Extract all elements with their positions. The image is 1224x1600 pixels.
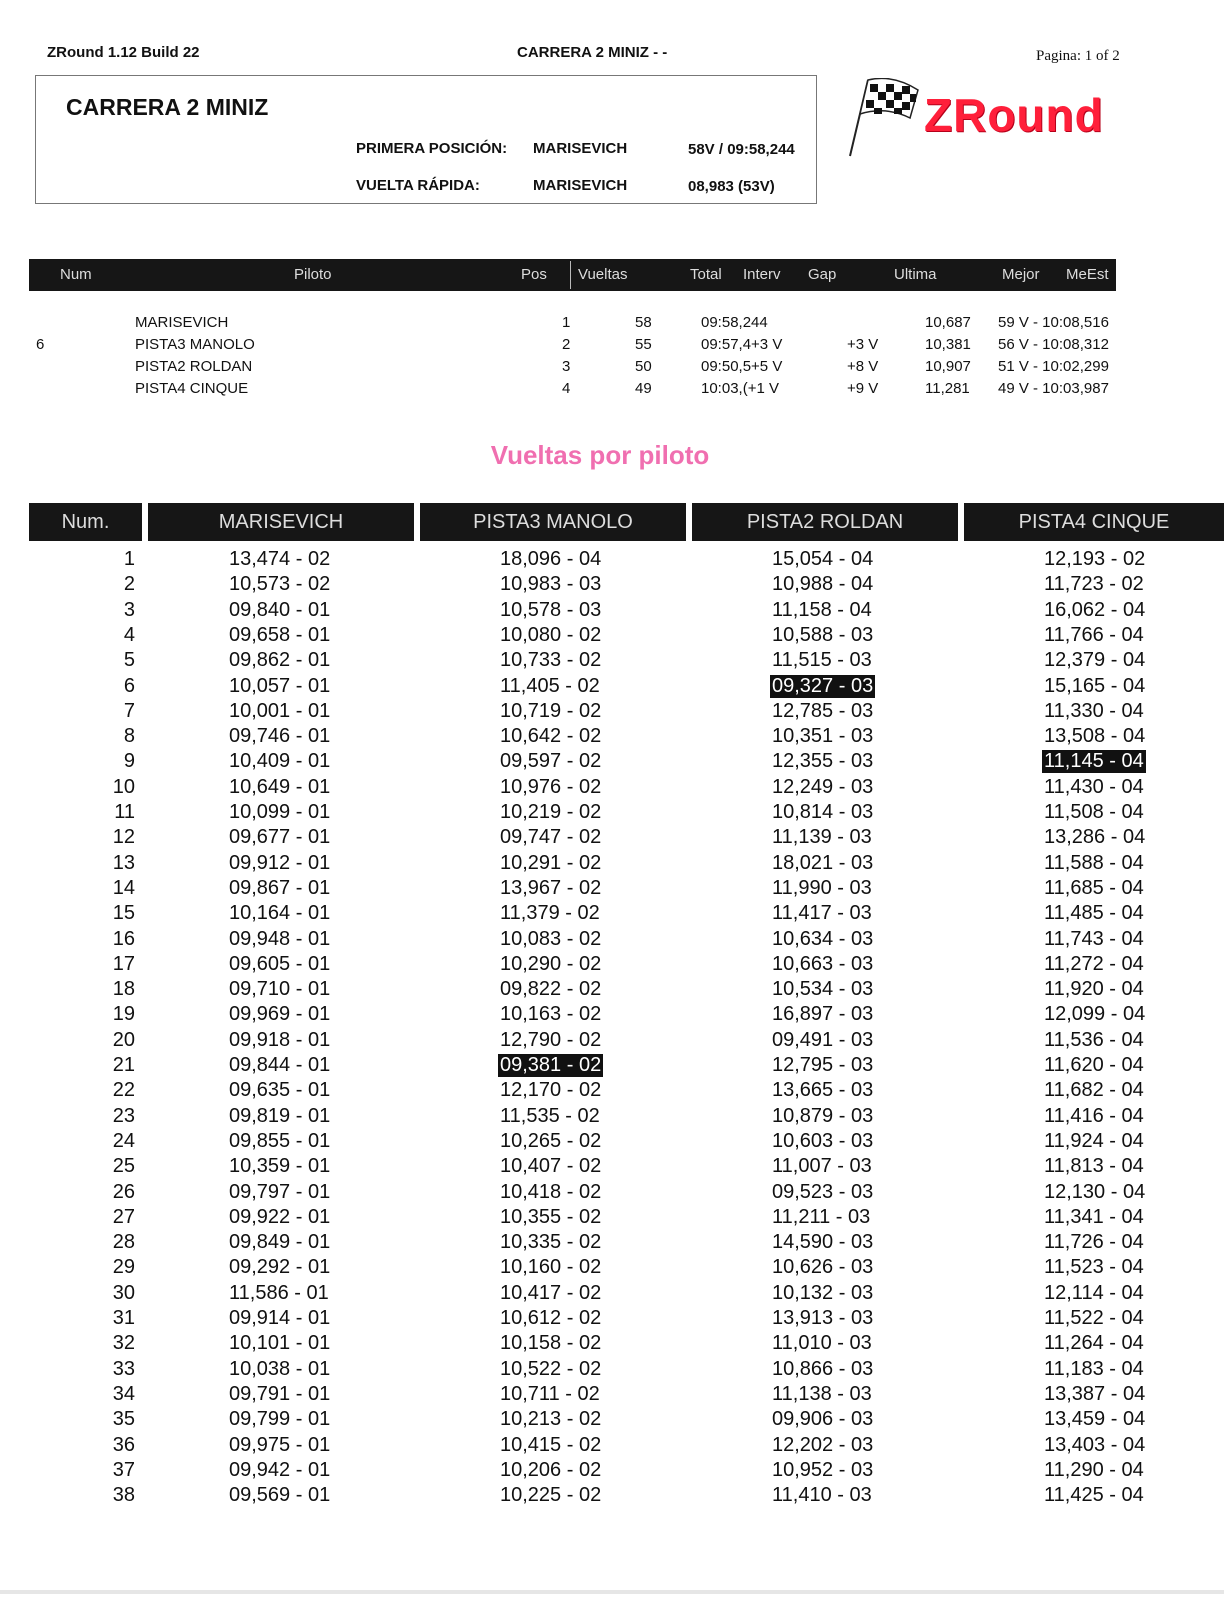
lap-row — [0, 877, 1224, 902]
lap-row — [0, 1130, 1224, 1155]
lap-time: 09,797 - 01 — [229, 1181, 331, 1203]
lap-time: 10,290 - 02 — [500, 953, 602, 975]
lap-time: 18,021 - 03 — [772, 852, 874, 874]
lap-row — [0, 1029, 1224, 1054]
lap-row — [0, 1282, 1224, 1307]
lap-time: 11,990 - 03 — [772, 877, 872, 899]
app-version: ZRound 1.12 Build 22 — [47, 44, 200, 61]
fast-lap-label: VUELTA RÁPIDA: — [356, 177, 480, 194]
lap-time: 09,906 - 03 — [772, 1408, 874, 1430]
result-laps: 55 — [635, 336, 652, 353]
result-num: 6 — [36, 336, 45, 353]
lap-time: 09,292 - 01 — [229, 1256, 331, 1278]
lap-number: 8 — [123, 725, 135, 747]
lap-row — [0, 573, 1224, 598]
lap-time: 12,355 - 03 — [772, 750, 874, 772]
lap-time: 10,158 - 02 — [500, 1332, 602, 1354]
lap-number: 37 — [112, 1459, 135, 1481]
lap-row — [0, 1079, 1224, 1104]
lap-time: 09,523 - 03 — [772, 1181, 874, 1203]
lap-row — [0, 548, 1224, 573]
lap-time: 10,225 - 02 — [500, 1484, 602, 1506]
lap-time: 10,952 - 03 — [772, 1459, 874, 1481]
results-header — [29, 259, 1116, 291]
lap-row — [0, 1181, 1224, 1206]
lap-row — [0, 826, 1224, 851]
lap-time: 10,976 - 02 — [500, 776, 602, 798]
lap-time: 09,969 - 01 — [229, 1003, 331, 1025]
lap-time: 11,588 - 04 — [1044, 852, 1144, 874]
lap-number: 20 — [112, 1029, 135, 1051]
page-bottom-edge — [0, 1590, 1224, 1594]
result-last: 10,907 — [925, 358, 971, 375]
col-gap: Gap — [808, 266, 837, 283]
lap-time: 11,139 - 03 — [772, 826, 872, 848]
lap-time: 09,914 - 01 — [229, 1307, 331, 1329]
lap-time: 12,379 - 04 — [1044, 649, 1146, 671]
laps-col-num: Num. — [29, 503, 142, 541]
col-last: Ultima — [894, 266, 937, 283]
lap-time: 13,387 - 04 — [1044, 1383, 1146, 1405]
lap-time: 11,535 - 02 — [500, 1105, 600, 1127]
lap-time: 10,634 - 03 — [772, 928, 874, 950]
lap-time: 09,819 - 01 — [229, 1105, 331, 1127]
lap-row — [0, 1003, 1224, 1028]
lap-time: 10,663 - 03 — [772, 953, 874, 975]
result-last: 11,281 — [925, 380, 970, 397]
lap-number: 18 — [112, 978, 135, 1000]
lap-time: 13,913 - 03 — [772, 1307, 874, 1329]
col-num: Num — [60, 266, 92, 283]
lap-time: 13,508 - 04 — [1044, 725, 1146, 747]
lap-time: 10,733 - 02 — [500, 649, 602, 671]
logo-text: ZRound — [924, 89, 1104, 141]
lap-time: 09,855 - 01 — [229, 1130, 331, 1152]
lap-time: 12,170 - 02 — [500, 1079, 602, 1101]
lap-time: 10,001 - 01 — [229, 700, 331, 722]
result-laps: 58 — [635, 314, 652, 331]
lap-time: 10,866 - 03 — [772, 1358, 874, 1380]
lap-time: 11,379 - 02 — [500, 902, 600, 924]
lap-number: 26 — [112, 1181, 135, 1203]
lap-number: 3 — [123, 599, 135, 621]
lap-time: 11,405 - 02 — [500, 675, 600, 697]
lap-time: 13,665 - 03 — [772, 1079, 874, 1101]
race-summary-box — [35, 75, 817, 204]
lap-number: 33 — [112, 1358, 135, 1380]
lap-time: 11,290 - 04 — [1044, 1459, 1144, 1481]
first-position-label: PRIMERA POSICIÓN: — [356, 140, 508, 157]
col-pos: Pos — [521, 266, 547, 283]
result-pilot: PISTA3 MANOLO — [135, 336, 255, 353]
lap-time: 13,967 - 02 — [500, 877, 602, 899]
lap-time: 10,355 - 02 — [500, 1206, 602, 1228]
lap-row — [0, 1408, 1224, 1433]
lap-time: 13,403 - 04 — [1044, 1434, 1146, 1456]
lap-time: 18,096 - 04 — [500, 548, 602, 570]
result-best: 59 V - 10:08,516 — [998, 314, 1109, 331]
lap-time: 11,924 - 04 — [1044, 1130, 1144, 1152]
lap-time: 11,723 - 02 — [1044, 573, 1144, 595]
lap-time: 10,132 - 03 — [772, 1282, 874, 1304]
lap-time: 09,635 - 01 — [229, 1079, 331, 1101]
lap-time: 10,407 - 02 — [500, 1155, 602, 1177]
lap-time: 11,416 - 04 — [1044, 1105, 1144, 1127]
best-lap-time: 09,381 - 02 — [500, 1054, 602, 1076]
lap-row — [0, 1155, 1224, 1180]
first-position-value: 58V / 09:58,244 — [688, 141, 795, 158]
lap-time: 10,101 - 01 — [229, 1332, 331, 1354]
zround-logo — [848, 78, 1148, 158]
lap-time: 10,642 - 02 — [500, 725, 602, 747]
lap-number: 12 — [112, 826, 135, 848]
lap-number: 23 — [112, 1105, 135, 1127]
lap-row — [0, 624, 1224, 649]
lap-time: 09,975 - 01 — [229, 1434, 331, 1456]
fast-lap-name: MARISEVICH — [533, 177, 628, 194]
lap-time: 10,711 - 02 — [500, 1383, 600, 1405]
lap-time: 10,534 - 03 — [772, 978, 874, 1000]
lap-time: 09,912 - 01 — [229, 852, 331, 874]
result-row — [0, 380, 1224, 402]
lap-time: 11,341 - 04 — [1044, 1206, 1144, 1228]
lap-time: 11,766 - 04 — [1044, 624, 1144, 646]
lap-row — [0, 750, 1224, 775]
lap-time: 11,743 - 04 — [1044, 928, 1144, 950]
col-total: Total — [690, 266, 722, 283]
laps-col-cinque: PISTA4 CINQUE — [964, 503, 1224, 541]
lap-time: 12,795 - 03 — [772, 1054, 874, 1076]
lap-time: 09,569 - 01 — [229, 1484, 331, 1506]
page-number: Pagina: 1 of 2 — [1036, 48, 1120, 64]
lap-row — [0, 953, 1224, 978]
lap-number: 25 — [112, 1155, 135, 1177]
lap-number: 32 — [112, 1332, 135, 1354]
laps-col-marisevich: MARISEVICH — [148, 503, 414, 541]
lap-time: 09,605 - 01 — [229, 953, 331, 975]
lap-number: 21 — [112, 1054, 135, 1076]
lap-time: 10,814 - 03 — [772, 801, 874, 823]
lap-time: 13,459 - 04 — [1044, 1408, 1146, 1430]
race-header: CARRERA 2 MINIZ - - — [517, 44, 668, 61]
lap-number: 5 — [123, 649, 135, 671]
lap-time: 11,410 - 03 — [772, 1484, 872, 1506]
lap-number: 28 — [112, 1231, 135, 1253]
lap-row — [0, 1256, 1224, 1281]
lap-time: 09,948 - 01 — [229, 928, 331, 950]
lap-time: 10,057 - 01 — [229, 675, 331, 697]
lap-time: 11,010 - 03 — [772, 1332, 872, 1354]
lap-time: 11,272 - 04 — [1044, 953, 1144, 975]
lap-time: 10,219 - 02 — [500, 801, 602, 823]
lap-time: 09,791 - 01 — [229, 1383, 331, 1405]
lap-time: 10,719 - 02 — [500, 700, 602, 722]
lap-number: 7 — [123, 700, 135, 722]
lap-time: 10,649 - 01 — [229, 776, 331, 798]
lap-number: 9 — [123, 750, 135, 772]
lap-time: 11,485 - 04 — [1044, 902, 1144, 924]
col-divider — [570, 261, 571, 289]
lap-time: 12,790 - 02 — [500, 1029, 602, 1051]
lap-time: 10,578 - 03 — [500, 599, 602, 621]
lap-time: 09,918 - 01 — [229, 1029, 331, 1051]
lap-time: 12,130 - 04 — [1044, 1181, 1146, 1203]
result-pilot: PISTA4 CINQUE — [135, 380, 249, 397]
laps-section-title: Vueltas por piloto — [490, 440, 710, 470]
result-gap: +9 V — [847, 380, 879, 397]
lap-number: 10 — [112, 776, 135, 798]
result-total: 09:50,5+5 V — [701, 358, 783, 375]
lap-time: 10,351 - 03 — [772, 725, 874, 747]
lap-time: 09,597 - 02 — [500, 750, 602, 772]
lap-time: 09,942 - 01 — [229, 1459, 331, 1481]
lap-row — [0, 1307, 1224, 1332]
lap-time: 09,922 - 01 — [229, 1206, 331, 1228]
lap-row — [0, 700, 1224, 725]
best-lap-time: 09,327 - 03 — [772, 675, 874, 697]
lap-time: 15,054 - 04 — [772, 548, 874, 570]
lap-number: 27 — [112, 1206, 135, 1228]
lap-time: 12,114 - 04 — [1044, 1282, 1144, 1304]
lap-time: 10,163 - 02 — [500, 1003, 602, 1025]
race-title: CARRERA 2 MINIZ — [66, 94, 269, 120]
first-position-name: MARISEVICH — [533, 140, 628, 157]
result-best: 51 V - 10:02,299 — [998, 358, 1109, 375]
lap-time: 10,038 - 01 — [229, 1358, 331, 1380]
result-laps: 49 — [635, 380, 652, 397]
result-total: 09:57,4+3 V — [701, 336, 783, 353]
lap-time: 12,785 - 03 — [772, 700, 874, 722]
lap-time: 11,536 - 04 — [1044, 1029, 1144, 1051]
lap-time: 12,202 - 03 — [772, 1434, 874, 1456]
lap-time: 11,523 - 04 — [1044, 1256, 1144, 1278]
laps-col-manolo: PISTA3 MANOLO — [420, 503, 686, 541]
lap-time: 14,590 - 03 — [772, 1231, 874, 1253]
lap-time: 09,867 - 01 — [229, 877, 331, 899]
lap-time: 09,658 - 01 — [229, 624, 331, 646]
lap-time: 09,747 - 02 — [500, 826, 602, 848]
lap-row — [0, 649, 1224, 674]
lap-time: 12,193 - 02 — [1044, 548, 1146, 570]
lap-time: 09,746 - 01 — [229, 725, 331, 747]
lap-time: 10,415 - 02 — [500, 1434, 602, 1456]
result-laps: 50 — [635, 358, 652, 375]
lap-number: 19 — [112, 1003, 135, 1025]
result-pilot: PISTA2 ROLDAN — [135, 358, 253, 375]
lap-time: 11,726 - 04 — [1044, 1231, 1144, 1253]
lap-time: 11,417 - 03 — [772, 902, 872, 924]
lap-time: 09,849 - 01 — [229, 1231, 331, 1253]
lap-row — [0, 1434, 1224, 1459]
lap-number: 1 — [123, 548, 135, 570]
lap-time: 10,418 - 02 — [500, 1181, 602, 1203]
lap-row — [0, 1459, 1224, 1484]
lap-time: 10,626 - 03 — [772, 1256, 874, 1278]
lap-time: 10,988 - 04 — [772, 573, 874, 595]
lap-time: 10,080 - 02 — [500, 624, 602, 646]
result-best: 49 V - 10:03,987 — [998, 380, 1109, 397]
lap-time: 09,677 - 01 — [229, 826, 331, 848]
lap-time: 09,710 - 01 — [229, 978, 331, 1000]
lap-row — [0, 1054, 1224, 1079]
lap-time: 11,330 - 04 — [1044, 700, 1144, 722]
lap-time: 10,588 - 03 — [772, 624, 874, 646]
lap-number: 35 — [112, 1408, 135, 1430]
lap-number: 34 — [112, 1383, 135, 1405]
lap-time: 16,062 - 04 — [1044, 599, 1146, 621]
result-total: 10:03,(+1 V — [701, 380, 779, 397]
result-pos: 3 — [562, 358, 571, 375]
lap-number: 6 — [123, 675, 135, 697]
lap-time: 10,099 - 01 — [229, 801, 331, 823]
lap-time: 12,099 - 04 — [1044, 1003, 1146, 1025]
col-est: MeEst — [1066, 266, 1109, 283]
result-row — [0, 336, 1224, 358]
lap-row — [0, 1332, 1224, 1357]
lap-time: 10,573 - 02 — [229, 573, 331, 595]
lap-number: 4 — [123, 624, 135, 646]
result-pos: 4 — [562, 380, 571, 397]
lap-time: 11,425 - 04 — [1044, 1484, 1144, 1506]
lap-number: 17 — [112, 953, 135, 975]
lap-time: 09,491 - 03 — [772, 1029, 874, 1051]
lap-time: 11,515 - 03 — [772, 649, 872, 671]
lap-row — [0, 1105, 1224, 1130]
lap-row — [0, 599, 1224, 624]
result-last: 10,687 — [925, 314, 971, 331]
lap-number: 24 — [112, 1130, 135, 1152]
lap-number: 22 — [112, 1079, 135, 1101]
lap-row — [0, 852, 1224, 877]
fast-lap-value: 08,983 (53V) — [688, 178, 775, 195]
lap-time: 11,508 - 04 — [1044, 801, 1144, 823]
lap-number: 14 — [112, 877, 135, 899]
lap-time: 11,007 - 03 — [772, 1155, 872, 1177]
lap-time: 10,879 - 03 — [772, 1105, 874, 1127]
lap-time: 11,158 - 04 — [772, 599, 872, 621]
lap-time: 10,359 - 01 — [229, 1155, 331, 1177]
lap-number: 36 — [112, 1434, 135, 1456]
lap-time: 11,586 - 01 — [229, 1282, 329, 1304]
lap-row — [0, 978, 1224, 1003]
checkered-flag-icon — [848, 78, 928, 158]
lap-time: 10,417 - 02 — [500, 1282, 602, 1304]
lap-number: 2 — [123, 573, 135, 595]
lap-row — [0, 1231, 1224, 1256]
lap-time: 13,286 - 04 — [1044, 826, 1146, 848]
lap-time: 11,685 - 04 — [1044, 877, 1144, 899]
lap-time: 10,265 - 02 — [500, 1130, 602, 1152]
lap-time: 10,335 - 02 — [500, 1231, 602, 1253]
lap-number: 38 — [112, 1484, 135, 1506]
lap-time: 11,813 - 04 — [1044, 1155, 1144, 1177]
lap-time: 10,522 - 02 — [500, 1358, 602, 1380]
lap-time: 10,164 - 01 — [229, 902, 331, 924]
lap-number: 31 — [112, 1307, 135, 1329]
lap-row — [0, 1206, 1224, 1231]
lap-time: 09,799 - 01 — [229, 1408, 331, 1430]
lap-number: 13 — [112, 852, 135, 874]
lap-number: 16 — [112, 928, 135, 950]
lap-time: 10,206 - 02 — [500, 1459, 602, 1481]
lap-time: 11,211 - 03 — [772, 1206, 871, 1228]
result-pos: 1 — [562, 314, 571, 331]
lap-number: 30 — [112, 1282, 135, 1304]
lap-time: 11,138 - 03 — [772, 1383, 872, 1405]
result-gap: +3 V — [847, 336, 879, 353]
lap-number: 15 — [112, 902, 135, 924]
lap-time: 13,474 - 02 — [229, 548, 331, 570]
lap-time: 16,897 - 03 — [772, 1003, 874, 1025]
lap-time: 10,160 - 02 — [500, 1256, 602, 1278]
result-row — [0, 358, 1224, 380]
lap-time: 12,249 - 03 — [772, 776, 874, 798]
lap-time: 10,291 - 02 — [500, 852, 602, 874]
lap-time: 11,264 - 04 — [1044, 1332, 1144, 1354]
lap-time: 11,682 - 04 — [1044, 1079, 1144, 1101]
result-best: 56 V - 10:08,312 — [998, 336, 1109, 353]
lap-time: 10,409 - 01 — [229, 750, 331, 772]
lap-row — [0, 902, 1224, 927]
lap-number: 29 — [112, 1256, 135, 1278]
col-laps: Vueltas — [578, 266, 628, 283]
lap-row — [0, 928, 1224, 953]
col-pilot: Piloto — [294, 266, 332, 283]
lap-time: 10,983 - 03 — [500, 573, 602, 595]
lap-time: 10,213 - 02 — [500, 1408, 602, 1430]
lap-time: 11,522 - 04 — [1044, 1307, 1144, 1329]
lap-time: 11,920 - 04 — [1044, 978, 1144, 1000]
lap-row — [0, 675, 1224, 700]
laps-col-roldan: PISTA2 ROLDAN — [692, 503, 958, 541]
col-best: Mejor — [1002, 266, 1040, 283]
lap-time: 10,083 - 02 — [500, 928, 602, 950]
lap-row — [0, 1484, 1224, 1509]
result-total: 09:58,244 — [701, 314, 768, 331]
result-gap: +8 V — [847, 358, 879, 375]
lap-time: 15,165 - 04 — [1044, 675, 1146, 697]
lap-time: 10,603 - 03 — [772, 1130, 874, 1152]
lap-time: 09,862 - 01 — [229, 649, 331, 671]
result-pilot: MARISEVICH — [135, 314, 229, 331]
lap-row — [0, 1358, 1224, 1383]
lap-time: 11,430 - 04 — [1044, 776, 1144, 798]
best-lap-time: 11,145 - 04 — [1044, 750, 1144, 772]
lap-time: 11,183 - 04 — [1044, 1358, 1144, 1380]
lap-time: 10,612 - 02 — [500, 1307, 602, 1329]
result-last: 10,381 — [925, 336, 971, 353]
lap-number: 11 — [114, 801, 135, 823]
lap-time: 09,840 - 01 — [229, 599, 331, 621]
lap-row — [0, 725, 1224, 750]
lap-time: 09,822 - 02 — [500, 978, 602, 1000]
lap-row — [0, 776, 1224, 801]
lap-row — [0, 1383, 1224, 1408]
result-pos: 2 — [562, 336, 571, 353]
col-interval: Interv — [743, 266, 781, 283]
lap-time: 11,620 - 04 — [1044, 1054, 1144, 1076]
lap-row — [0, 801, 1224, 826]
lap-time: 09,844 - 01 — [229, 1054, 331, 1076]
result-row — [0, 314, 1224, 336]
